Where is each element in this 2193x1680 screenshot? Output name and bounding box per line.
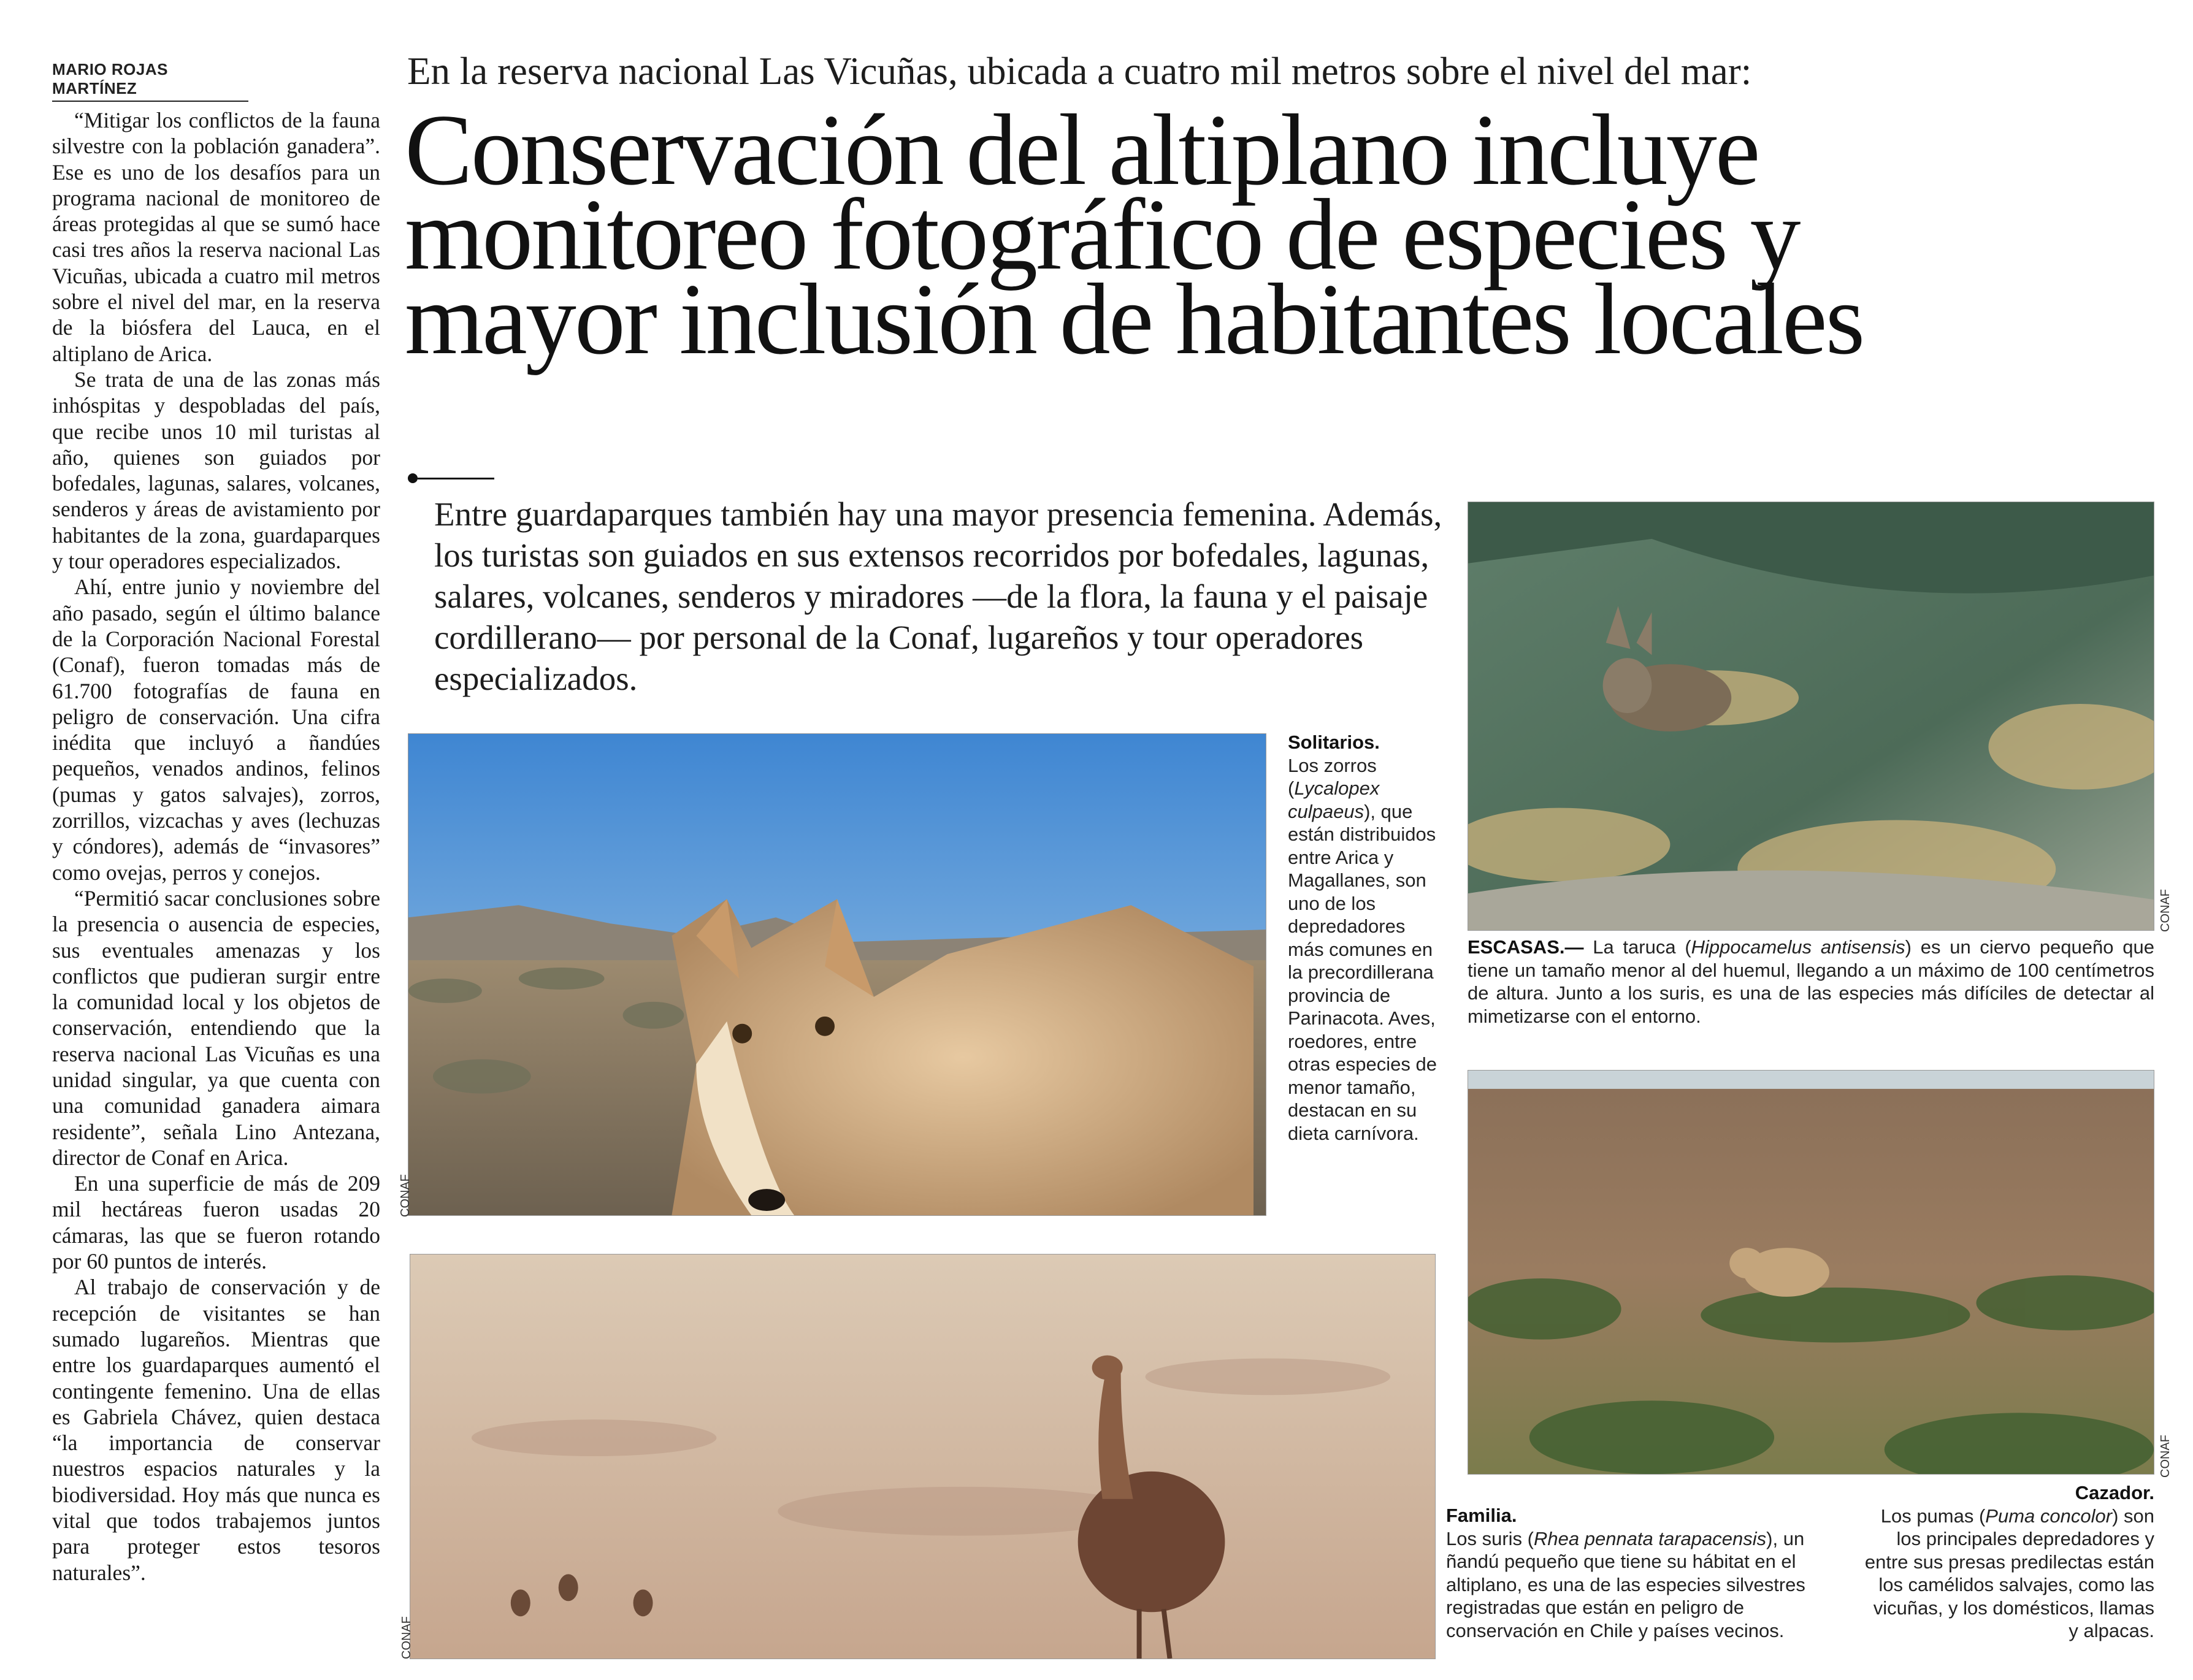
fox-photo bbox=[408, 733, 1266, 1216]
puma-caption-text-1: Los pumas ( bbox=[1880, 1505, 1986, 1527]
headline bbox=[405, 93, 2171, 375]
body-paragraph-4: “Permitió sacar conclusiones sobre la presencia o ausencia de especies, sus eventuales amenazas y los conflictos que pudieran surgir entre la comunidad local y los objetos de conservación, entendiendo que la reserva nacional Las Vicuñas es una unidad singular, ya que cuenta con una comunidad ganadera aimara residente”, señala Lino Antezana, director de Conaf en Arica. bbox=[52, 885, 380, 1170]
photo-credit: CONAF bbox=[399, 1174, 412, 1217]
rule-dot bbox=[408, 473, 418, 483]
rule-divider bbox=[418, 478, 494, 479]
fox-caption-text-1: Los zorros ( bbox=[1288, 754, 1377, 799]
rhea-caption bbox=[1446, 1504, 1842, 1642]
body-paragraph-6: Al trabajo de conservación y de recepción de visitantes se han sumado lugareños. Mientras que entre los guardaparques aumentó el contingente femenino. Una de ellas es Gabriela Chávez, quien destaca “la importancia de conservar nuestros espacios naturales y la biodiversidad. Hoy más que nunca es vital que todos trabajemos juntos para proteger estos tesoros naturales”. bbox=[52, 1275, 380, 1585]
deer-caption bbox=[1468, 936, 2154, 1028]
body-paragraph-2: Se trata de una de las zonas más inhóspitas y despobladas del país, que recibe unos 10 mil turistas al año, quienes son guiados por bofedales, lagunas, salares, volcanes, senderos y áreas de avistamiento por habitantes de la zona, guardaparques y tour operadores especializados. bbox=[52, 367, 380, 574]
deer-caption-title: ESCASAS.— bbox=[1468, 936, 1584, 958]
body-paragraph-5: En una superficie de más de 209 mil hectáreas fueron usadas 20 cámaras, las que se fueron rotando por 60 puntos de interés. bbox=[52, 1171, 380, 1274]
byline: MARIO ROJAS MARTÍNEZ bbox=[52, 60, 248, 102]
photo-credit: CONAF bbox=[2159, 1435, 2172, 1478]
rhea-caption-text-1: Los suris ( bbox=[1446, 1527, 1534, 1549]
rhea-caption-title: Familia. bbox=[1446, 1505, 1517, 1526]
deer-caption-species: Hippocamelus antisensis bbox=[1691, 936, 1905, 958]
deer-caption-text-1: La taruca ( bbox=[1583, 936, 1691, 958]
headline-line-1: Conservación del altiplano incluye bbox=[405, 93, 1759, 206]
photo-credit: CONAF bbox=[400, 1616, 413, 1659]
rhea-caption-species: Rhea pennata tarapacensis bbox=[1533, 1527, 1767, 1549]
puma-caption-species: Puma concolor bbox=[1985, 1505, 2113, 1527]
headline-line-3: mayor inclusión de habitantes locales bbox=[405, 262, 1864, 375]
deer-caption-text-2: ) es un ciervo pequeño que tiene un tamaño menor al del huemul, llegando a un máximo de 100 centímetros de altura. Junto a los suris, es una de las especies más difíciles de detectar al mimetizarse con el entorno. bbox=[1468, 936, 2154, 1027]
fox-caption bbox=[1288, 731, 1438, 1145]
puma-caption-text-2: ) son los principales depredadores y entre sus presas predilectas están los camélidos salvajes, como las vicuñas, y los domésticos, llamas y alpacas. bbox=[1864, 1505, 2154, 1641]
puma-caption bbox=[1861, 1481, 2154, 1643]
body-column bbox=[52, 107, 380, 1586]
rhea-caption-text-2: ), un ñandú pequeño que tiene su hábitat en el altiplano, es una de las especies silvestres registradas que están en peligro de conservación en Chile y países vecinos. bbox=[1446, 1527, 1805, 1641]
puma-caption-title: Cazador. bbox=[2075, 1482, 2154, 1503]
body-paragraph-3: Ahí, entre junio y noviembre del año pasado, según el último balance de la Corporación Nacional Forestal (Conaf), fueron tomadas más de 61.700 fotografías de fauna en peligro de conservación. Una cifra inédita que incluyó a ñandúes pequeños, venados andinos, felinos (pumas y gatos salvajes), zorros, zorrillos, vizcachas y aves (lechuzas y cóndores), además de “invasores” como ovejas, perros y conejos. bbox=[52, 575, 380, 885]
fox-caption-text-2: ), que están distribuidos entre Arica y Magallanes, son uno de los depredadores más comunes en la precordillerana provincia de Parinacota. Aves, roedores, entre otras especies de menor tamaño, destacan en su dieta carnívora. bbox=[1288, 800, 1437, 1144]
rhea-photo bbox=[410, 1254, 1436, 1659]
photo-credit: CONAF bbox=[2159, 889, 2172, 932]
fox-caption-title: Solitarios. bbox=[1288, 731, 1380, 753]
body-paragraph-1: “Mitigar los conflictos de la fauna silvestre con la población ganadera”. Ese es uno de los desafíos para un programa nacional de monitoreo de áreas protegidas al que se sumó hace casi tres años la reserva nacional Las Vicuñas, ubicada a cuatro mil metros sobre el nivel del mar, en la reserva de la biósfera del Lauca, en el altiplano de Arica. bbox=[52, 108, 380, 366]
headline-line-2: monitoreo fotográfico de especies y bbox=[405, 178, 1799, 291]
kicker: En la reserva nacional Las Vicuñas, ubicada a cuatro mil metros sobre el nivel del mar: bbox=[407, 50, 1752, 93]
deer-photo bbox=[1468, 502, 2154, 931]
fox-caption-species: Lycalopex culpaeus bbox=[1288, 777, 1380, 822]
deck: Entre guardaparques también hay una mayor presencia femenina. Además, los turistas son guiados en sus extensos recorridos por bofedales, lagunas, salares, volcanes, senderos y miradores —de la flora, la fauna y el paisaje cordillerano— por personal de la Conaf, lugareños y tour operadores especializados. bbox=[434, 495, 1442, 697]
puma-photo bbox=[1468, 1070, 2154, 1475]
